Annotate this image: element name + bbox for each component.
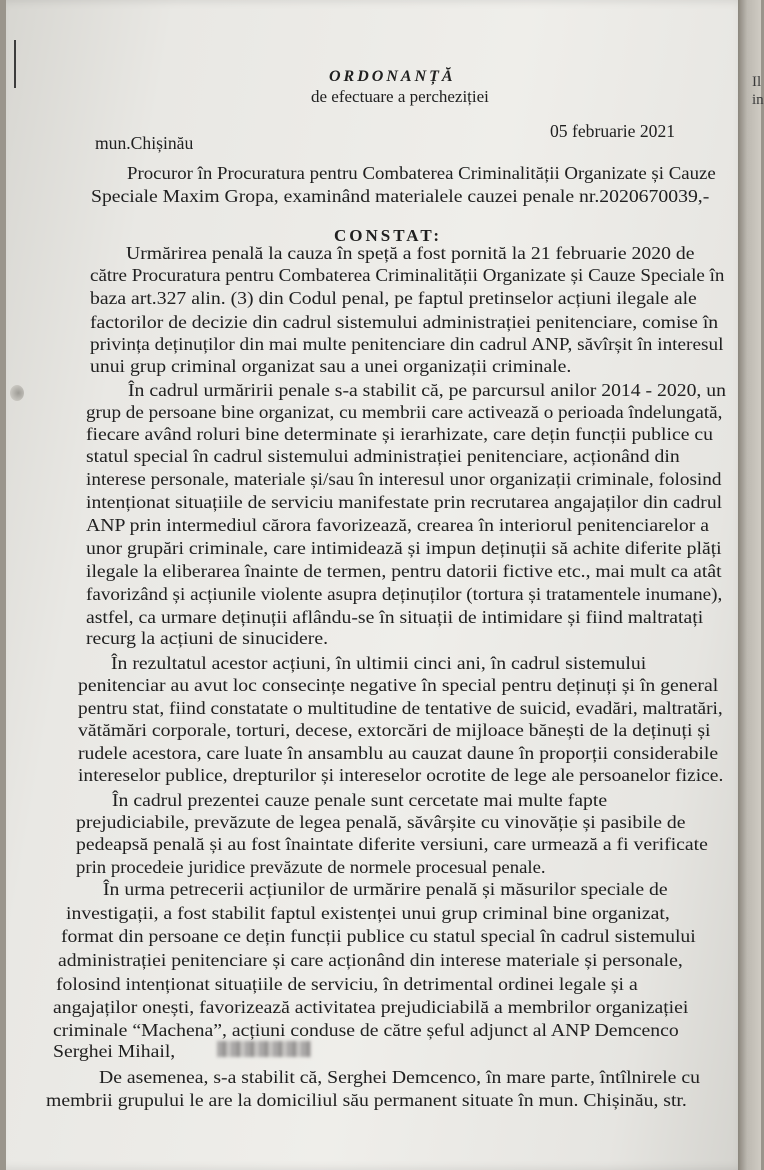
text-line: Serghei Mihail, [53,1041,176,1061]
text-line: fiecare având roluri bine determinate și ierarhizate, care dețin funcții publice cu [86,424,713,444]
text-line: În cadrul urmăririi penale s-a stabilit că, pe parcursul anilor 2014 - 2020, un [128,380,726,400]
text-line: În urma petrecerii acțiunilor de urmărire penală și măsurilor speciale de [103,879,668,899]
next-page-fragment: in [752,92,764,108]
text-line: angajaților onești, favorizează activitatea prejudiciabilă a membrilor organizației [53,997,689,1017]
text-line: Urmărirea penală la cauza în speță a fost pornită la 21 februarie 2020 de [126,243,695,263]
text-line: criminale “Machena”, acțiuni conduse de către șeful adjunct al ANP Demcenco [53,1020,679,1040]
margin-pen-mark [14,40,16,88]
text-line: intenționat situațiile de serviciu manifestate prin recrutarea angajaților din cadrul [86,492,723,512]
text-line: folosind intenționat situațiile de serviciu, în detrimental ordinei legale și a [56,974,638,994]
text-line: recurg la acțiuni de sinucidere. [86,628,329,648]
constat-heading: CONSTAT: [334,226,443,245]
text-line: Procuror în Procuratura pentru Combaterea Criminalității Organizate și Cauze [127,163,716,183]
text-line: ANP prin intermediul cărora favorizează, crearea în interiorul penitenciarelor a [86,515,709,535]
text-line: În cadrul prezentei cauze penale sunt cercetate mai multe fapte [112,790,608,810]
next-page-edge [738,0,764,1170]
text-line: În rezultatul acestor acțiuni, în ultimii cinci ani, în cadrul sistemului [111,653,647,673]
text-line: penitenciar au avut loc consecințe negative în special pentru deținuți și în general [78,675,719,695]
text-line: intereselor publice, drepturilor și intereselor ocrotite de lege ale persoanelor fizice. [78,765,724,785]
text-line: statul special în cadrul sistemului administrației penitenciare, acționând din [86,446,680,466]
text-line: membrii grupului le are la domiciliul său permanent situate în mun. Chișinău, str. [46,1090,687,1110]
text-line: grup de persoane bine organizat, cu membrii care activează o perioada îndelungată, [86,402,723,422]
location: mun.Chișinău [95,133,194,153]
redacted-text [217,1041,311,1057]
text-line: factorilor de decizie din cadrul sistemului administrației penitenciare, comise în [90,312,719,332]
text-line: pentru stat, fiind constatate o multitudine de tentative de suicid, evadări, maltratări, [78,698,723,718]
text-line: ilegale la eliberarea înainte de termen, pentru datorii fictive etc., mai mult ca atât [86,561,722,581]
document-date: 05 februarie 2021 [550,121,676,141]
text-line: astfel, ca urmare deținuții aflându-se în situații de intimidare și fiind maltratați [86,607,704,627]
text-line: către Procuratura pentru Combaterea Criminalității Organizate și Cauze Speciale în [90,265,725,285]
text-line: unor grupări criminale, care intimidează și impun deținuții să achite diferite plăți [86,538,722,558]
punch-hole [10,385,24,401]
document-subtitle: de efectuare a percheziției [311,87,489,106]
text-line: De asemenea, s-a stabilit că, Serghei Demcenco, în mare parte, întîlnirele cu [99,1067,700,1087]
text-line: rudele acestora, care luate în ansamblu au cauzat daune în proporții considerabile [78,743,719,763]
text-line: favorizând și acțiunile violente asupra deținuților (tortura și tratamentele inumane), [86,584,723,604]
text-line: privința deținuților din mai multe penitenciare din cadrul ANP, săvîrșit în interesul [90,334,724,354]
text-line: unui grup criminal organizat sau a unei organizații criminale. [90,356,572,376]
text-line: administrației penitenciare și care acționând din interese materiale și personale, [58,950,683,970]
text-line: investigații, a fost stabilit faptul existenței unui grup criminal bine organizat, [66,903,670,923]
text-line: baza art.327 alin. (3) din Codul penal, pe faptul pretinselor acțiuni ilegale ale [90,288,697,308]
next-page-fragment: Il [752,74,762,90]
text-line: pedeapsă penală și au fost înaintate diferite versiuni, care urmează a fi verificate [76,834,708,854]
text-line: prejudiciabile, prevăzute de legea penală, săvârșite cu vinovăție și pasibile de [76,812,686,832]
document-title: ORDONANȚĂ [329,68,456,85]
document-page [6,0,748,1170]
text-line: vătămări corporale, torturi, decese, extorcări de mijloace bănești de la deținuți și [78,720,711,740]
text-line: Speciale Maxim Gropa, examinând materialele cauzei penale nr.2020670039,- [91,186,710,206]
text-line: interese personale, materiale și/sau în interesul unor organizații criminale, folosind [86,469,722,489]
text-line: prin procedeie juridice prevăzute de normele procesual penale. [76,857,546,877]
text-line: format din persoane ce dețin funcții publice cu statul special în cadrul sistemului [61,926,696,946]
